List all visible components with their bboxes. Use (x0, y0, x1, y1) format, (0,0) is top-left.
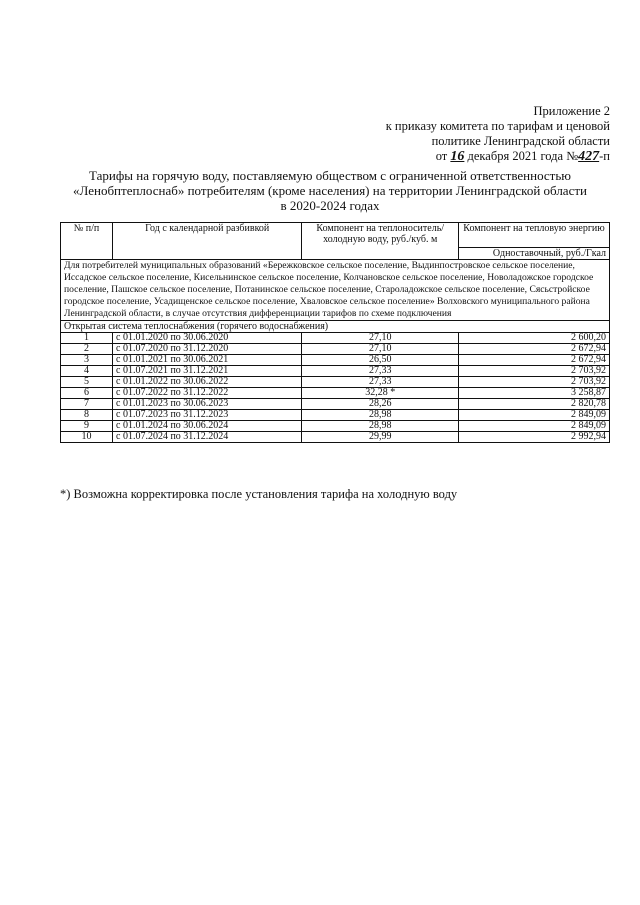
row-period: с 01.07.2021 по 31.12.2021 (113, 366, 302, 377)
row-number: 9 (61, 421, 113, 432)
date-prefix: от (435, 149, 448, 163)
row-water-tariff: 27,33 (302, 377, 459, 388)
row-energy-tariff: 2 849,09 (459, 410, 610, 421)
row-number: 3 (61, 355, 113, 366)
date-middle: декабря 2021 года № (467, 149, 579, 163)
row-energy-tariff: 2 992,94 (459, 432, 610, 443)
table-row (61, 399, 610, 410)
appendix-title: Приложение 2 (533, 104, 610, 118)
row-number: 4 (61, 366, 113, 377)
row-period: с 01.07.2020 по 31.12.2020 (113, 344, 302, 355)
row-number: 7 (61, 399, 113, 410)
consumers-note: Для потребителей муниципальных образований «Бережковское сельское поселение, Выдинпостровское сельское поселение, Иссадское сельское поселение, Кисельнинское сельское поселение, Колчановское сельское поселение, Новоладожское городское поселение, Пашское сельское поселение, Потанинское сельское поселение, Староладожское сельское поселение, Сясьстройское городское поселение, Усадищенское сельское поселение, Хваловское сельское поселение» Волховского муниципального района Ленинградской области, в случае отсутствия дифференциации тарифов по схеме подключения (61, 260, 610, 321)
row-number: 5 (61, 377, 113, 388)
row-period: с 01.01.2023 по 30.06.2023 (113, 399, 302, 410)
row-energy-tariff: 2 703,92 (459, 377, 610, 388)
row-water-tariff: 32,28 * (302, 388, 459, 399)
table-row (61, 355, 610, 366)
row-water-tariff: 29,99 (302, 432, 459, 443)
row-energy-tariff: 2 820,78 (459, 399, 610, 410)
row-water-tariff: 28,98 (302, 410, 459, 421)
row-period: с 01.07.2024 по 31.12.2024 (113, 432, 302, 443)
tariff-table (60, 222, 610, 443)
row-energy-tariff: 3 258,87 (459, 388, 610, 399)
header-number: № п/п (61, 223, 113, 260)
system-label: Открытая система теплоснабжения (горячего водоснабжения) (61, 321, 610, 333)
table-row (61, 366, 610, 377)
header-energy-single-rate: Одноставочный, руб./Гкал (459, 248, 610, 260)
row-water-tariff: 26,50 (302, 355, 459, 366)
table-row (61, 344, 610, 355)
document-title (50, 168, 610, 213)
table-row (61, 377, 610, 388)
handwritten-day: 16 (450, 149, 465, 164)
row-period: с 01.01.2021 по 30.06.2021 (113, 355, 302, 366)
header-water-component: Компонент на теплоноситель/ холодную воду, руб./куб. м (302, 223, 459, 260)
appendix-committee-line: политике Ленинградской области (431, 134, 610, 148)
row-number: 1 (61, 333, 113, 344)
row-energy-tariff: 2 849,09 (459, 421, 610, 432)
row-water-tariff: 27,10 (302, 344, 459, 355)
table-row (61, 388, 610, 399)
row-water-tariff: 28,98 (302, 421, 459, 432)
title-line-2: «Ленобптеплоснаб» потребителям (кроме населения) на территории Ленинградской области (72, 183, 587, 198)
row-number: 6 (61, 388, 113, 399)
row-energy-tariff: 2 703,92 (459, 366, 610, 377)
row-period: с 01.01.2024 по 30.06.2024 (113, 421, 302, 432)
row-energy-tariff: 2 672,94 (459, 355, 610, 366)
appendix-order-line: к приказу комитета по тарифам и ценовой (385, 119, 610, 133)
row-water-tariff: 27,10 (302, 333, 459, 344)
title-line-1: Тарифы на горячую воду, поставляемую обществом с ограниченной ответственностью (89, 168, 571, 183)
table-row (61, 421, 610, 432)
row-water-tariff: 27,33 (302, 366, 459, 377)
table-row (61, 333, 610, 344)
row-number: 8 (61, 410, 113, 421)
system-row (61, 321, 610, 333)
row-period: с 01.01.2022 по 30.06.2022 (113, 377, 302, 388)
table-header-row (61, 223, 610, 248)
row-period: с 01.07.2022 по 31.12.2022 (113, 388, 302, 399)
table-row (61, 432, 610, 443)
row-energy-tariff: 2 672,94 (459, 344, 610, 355)
row-number: 10 (61, 432, 113, 443)
handwritten-order-number: 427 (578, 149, 600, 164)
appendix-header (360, 104, 610, 164)
title-line-3: в 2020-2024 годах (280, 198, 380, 213)
header-period: Год с календарной разбивкой (113, 223, 302, 260)
row-water-tariff: 28,26 (302, 399, 459, 410)
header-energy-component: Компонент на тепловую энергию (459, 223, 610, 248)
consumers-note-row (61, 260, 610, 321)
appendix-date-line (360, 149, 610, 164)
row-energy-tariff: 2 600,20 (459, 333, 610, 344)
order-suffix: -п (599, 149, 610, 163)
row-period: с 01.07.2023 по 31.12.2023 (113, 410, 302, 421)
row-period: с 01.01.2020 по 30.06.2020 (113, 333, 302, 344)
row-number: 2 (61, 344, 113, 355)
footnote: *) Возможна корректировка после установления тарифа на холодную воду (60, 487, 458, 501)
table-row (61, 410, 610, 421)
